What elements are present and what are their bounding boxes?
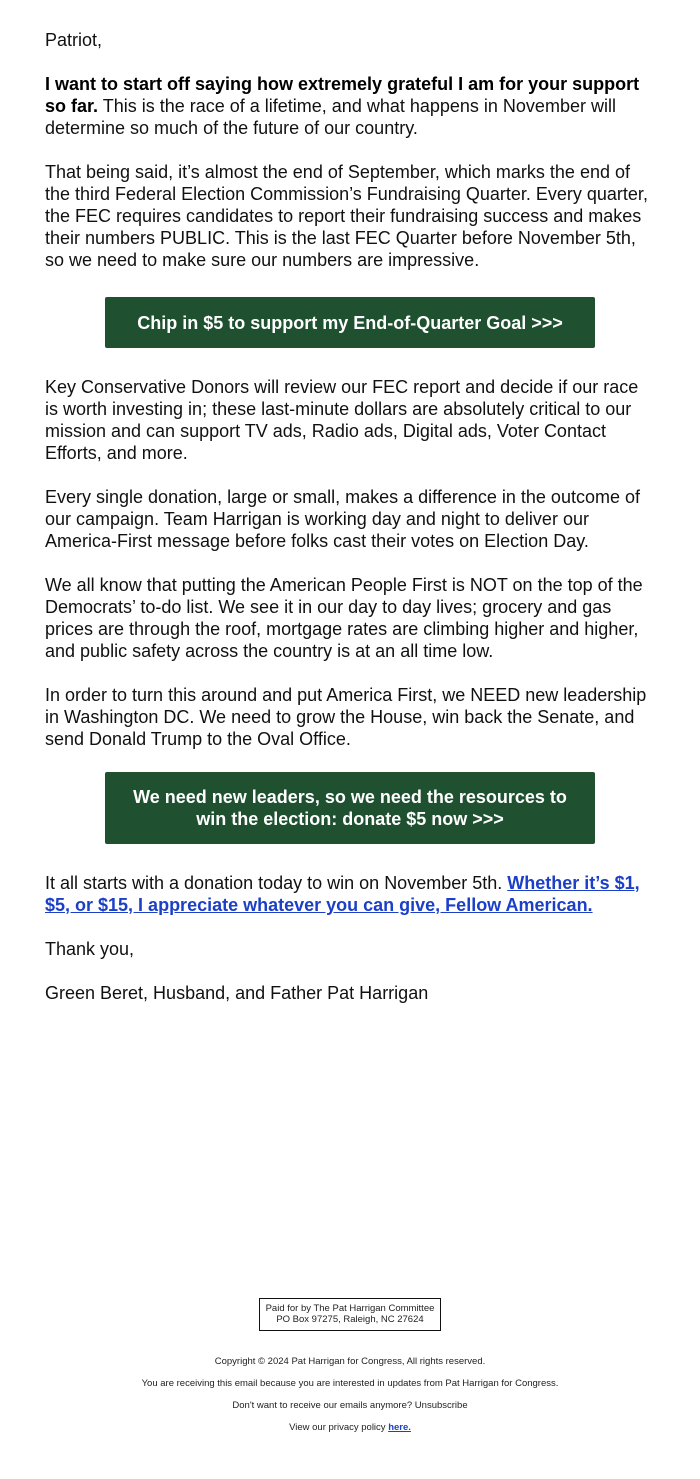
donate-link-any-amount[interactable]: Whether it’s $1, $5, or $15, I appreciate whatever you can give, Fellow American. bbox=[45, 873, 640, 915]
paragraph-intro bbox=[45, 73, 655, 139]
salutation: Patriot, bbox=[45, 30, 103, 50]
paragraph-every-donation: Every single donation, large or small, makes a difference in the outcome of our campaign. Team Harrigan is working day and night to deliver our America-First message before folks cast their votes on Election Day. bbox=[45, 487, 640, 551]
paid-for-by-box bbox=[259, 1298, 442, 1331]
cta-wrapper-1 bbox=[45, 293, 655, 348]
privacy-prefix: View our privacy policy bbox=[289, 1422, 389, 1433]
paragraph-donation-today bbox=[45, 872, 655, 916]
unsubscribe-line bbox=[0, 1400, 700, 1412]
paid-address-line: PO Box 97275, Raleigh, NC 27624 bbox=[276, 1314, 424, 1325]
copyright-text: Copyright © 2024 Pat Harrigan for Congress, All rights reserved. bbox=[214, 1356, 486, 1367]
footer bbox=[0, 1298, 700, 1444]
unsubscribe-link[interactable]: Unsubscribe bbox=[414, 1400, 468, 1411]
donate-button-new-leaders[interactable]: We need new leaders, so we need the resources to win the election: donate $5 now >>> bbox=[105, 772, 595, 844]
receiving-notice: You are receiving this email because you are interested in updates from Pat Harrigan for Congress. bbox=[141, 1378, 559, 1389]
paragraph-new-leadership: In order to turn this around and put America First, we NEED new leadership in Washington DC. We need to grow the House, win back the Senate, and send Donald Trump to the Oval Office. bbox=[45, 685, 647, 749]
unsubscribe-prefix: Don't want to receive our emails anymore? bbox=[232, 1400, 415, 1411]
privacy-policy-link[interactable]: here. bbox=[388, 1422, 411, 1433]
intro-text: This is the race of a lifetime, and what happens in November will determine so much of the future of our country. bbox=[45, 96, 616, 138]
paragraph-donors: Key Conservative Donors will review our FEC report and decide if our race is worth investing in; these last-minute dollars are absolutely critical to our mission and can support TV ads, Radio ads, Digital ads, Voter Contact Efforts, and more. bbox=[45, 377, 639, 463]
intro-bold-text: I want to start off saying how extremely grateful I am for your support so far. bbox=[45, 74, 640, 116]
donation-today-text: It all starts with a donation today to win on November 5th. bbox=[45, 873, 508, 893]
cta-wrapper-2 bbox=[45, 772, 655, 844]
signature: Green Beret, Husband, and Father Pat Harrigan bbox=[45, 983, 429, 1003]
closing: Thank you, bbox=[45, 939, 135, 959]
privacy-line bbox=[0, 1422, 700, 1434]
paid-for-line: Paid for by The Pat Harrigan Committee bbox=[265, 1303, 435, 1314]
paragraph-fec-quarter: That being said, it’s almost the end of September, which marks the end of the third Federal Election Commission’s Fundraising Quarter. Every quarter, the FEC requires candidates to report their fundraising success and makes their numbers PUBLIC. This is the last FEC Quarter before November 5th, so we need to make sure our numbers are impressive. bbox=[45, 162, 648, 270]
paragraph-american-people: We all know that putting the American People First is NOT on the top of the Democrats’ to-do list. We see it in our day to day lives; grocery and gas prices are through the roof, mortgage rates are climbing higher and higher, and public safety across the country is at an all time low. bbox=[45, 575, 643, 661]
donate-button-end-of-quarter[interactable]: Chip in $5 to support my End-of-Quarter Goal >>> bbox=[105, 297, 595, 348]
email-body bbox=[45, 29, 655, 1026]
